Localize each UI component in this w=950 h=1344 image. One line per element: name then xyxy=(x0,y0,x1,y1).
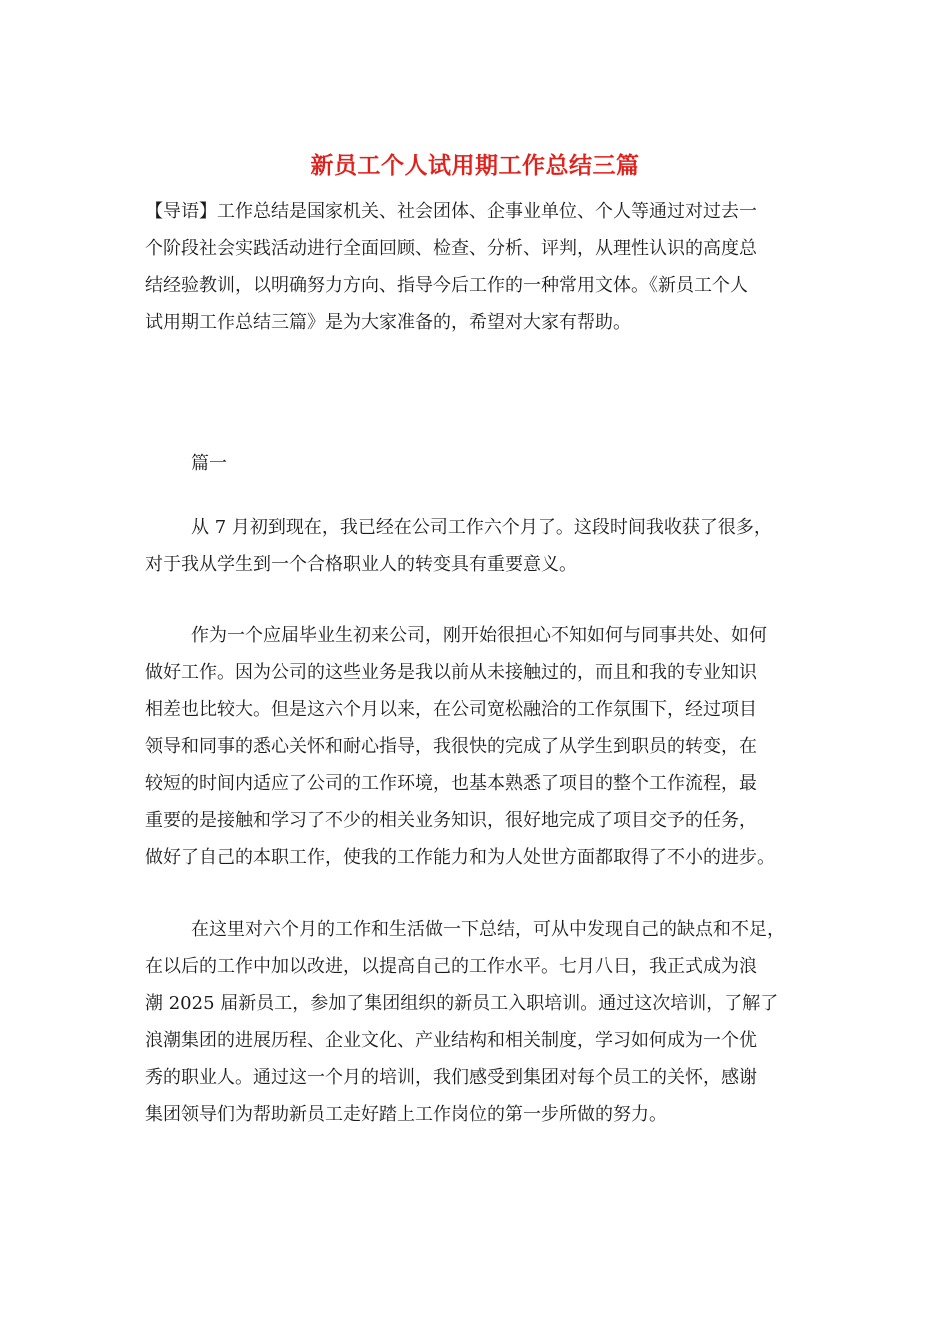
intro-line: 个阶段社会实践活动进行全面回顾、检查、分析、评判，从理性认识的高度总 xyxy=(145,238,757,259)
paragraph-line: 相差也比较大。但是这六个月以来，在公司宽松融洽的工作氛围下，经过项目 xyxy=(145,699,757,720)
intro-line: 【导语】工作总结是国家机关、社会团体、企事业单位、个人等通过对过去一 xyxy=(145,201,757,222)
paragraph-line: 重要的是接触和学习了不少的相关业务知识，很好地完成了项目交予的任务， xyxy=(145,810,757,831)
page-title: 新员工个人试用期工作总结三篇 xyxy=(310,152,640,179)
paragraph-line: 集团领导们为帮助新员工走好踏上工作岗位的第一步所做的努力。 xyxy=(145,1104,667,1125)
paragraph-line: 作为一个应届毕业生初来公司，刚开始很担心不知如何与同事共处、如何 xyxy=(191,625,767,646)
section-heading: 篇一 xyxy=(191,453,227,474)
paragraph-line: 秀的职业人。通过这一个月的培训，我们感受到集团对每个员工的关怀，感谢 xyxy=(145,1067,757,1088)
intro-line: 试用期工作总结三篇》是为大家准备的，希望对大家有帮助。 xyxy=(145,312,631,333)
paragraph-line: 做好了自己的本职工作，使我的工作能力和为人处世方面都取得了不小的进步。 xyxy=(145,847,775,868)
paragraph-line: 潮 2025 届新员工，参加了集团组织的新员工入职培训。通过这次培训，了解了 xyxy=(145,993,779,1014)
paragraph-line: 浪潮集团的进展历程、企业文化、产业结构和相关制度，学习如何成为一个优 xyxy=(145,1030,757,1051)
intro-line: 结经验教训，以明确努力方向、指导今后工作的一种常用文体。《新员工个人 xyxy=(145,275,748,296)
paragraph-line: 对于我从学生到一个合格职业人的转变具有重要意义。 xyxy=(145,554,577,575)
paragraph-line: 在以后的工作中加以改进，以提高自己的工作水平。七月八日，我正式成为浪 xyxy=(145,956,757,977)
paragraph-line: 领导和同事的悉心关怀和耐心指导，我很快的完成了从学生到职员的转变，在 xyxy=(145,736,757,757)
paragraph-line: 在这里对六个月的工作和生活做一下总结，可从中发现自己的缺点和不足， xyxy=(191,919,785,940)
paragraph-line: 做好工作。因为公司的这些业务是我以前从未接触过的，而且和我的专业知识 xyxy=(145,662,757,683)
paragraph-line: 较短的时间内适应了公司的工作环境，也基本熟悉了项目的整个工作流程，最 xyxy=(145,773,757,794)
paragraph-line: 从 7 月初到现在，我已经在公司工作六个月了。这段时间我收获了很多， xyxy=(191,517,772,538)
